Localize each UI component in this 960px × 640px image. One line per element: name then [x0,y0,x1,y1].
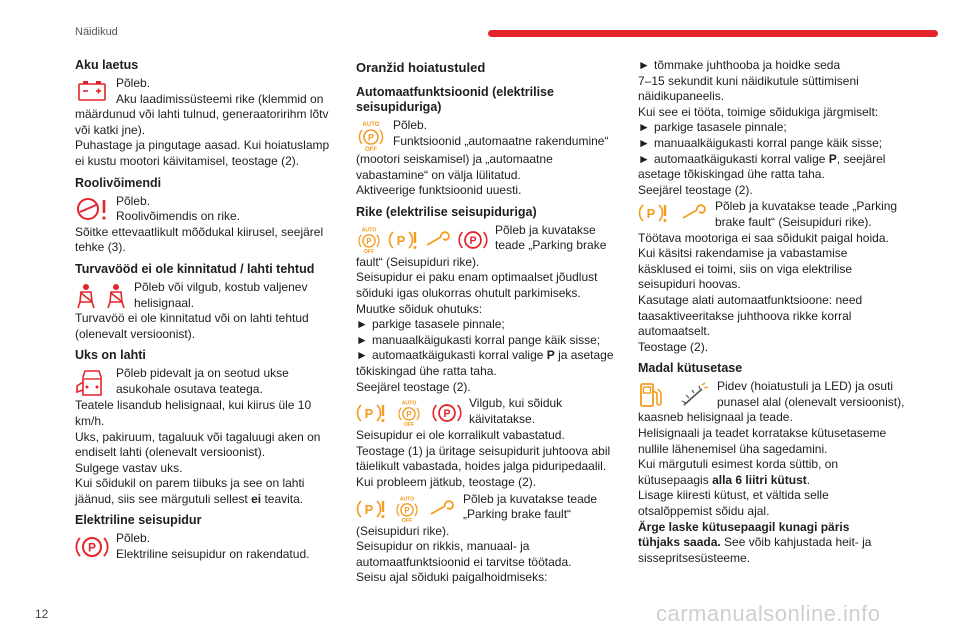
battery-title: Aku laetus [75,58,139,72]
cont-text-2: 7–15 sekundit kuni näidikutule süttimiseni [638,73,859,88]
fuel-text-8: Lisage kiiresti kütust, et vältida selle [638,488,829,503]
parking-brake-icon [75,533,109,561]
svg-text:OFF: OFF [365,147,377,152]
cont-m-text-5: Kasutage alati automaatfunktsioone: need [638,292,863,307]
door-text-3: Teatele lisandub helisignaal, kui kiirus üle 10 [75,398,312,413]
steering-text-1: Roolivõimendis on rike. [116,209,241,224]
fault-d-text-3: (Seisupiduri rike). [356,523,450,538]
fuel-section [638,361,906,566]
cont-m-text-6: taasaktiveeritakse juhthoova rikke korral [638,308,852,323]
column-right [638,58,906,572]
door-open-icon [75,368,109,398]
fault-section [356,205,624,586]
auto-off-icon [356,120,386,152]
fault-c-text-6: Kui probleem jätkub, teostage (2). [356,474,537,489]
svg-text:OFF: OFF [401,517,413,524]
auto-text-4: Aktiveerige funktsioonid uuesti. [356,183,522,198]
fault-c-text-4: Teostage (1) ja üritage seisupidurit juhtoova abil [356,443,611,458]
seatbelt-text-4: (olenevalt versioonist). [75,326,196,341]
cont-bullet-1: ► parkige tasasele pinnale; [638,120,787,135]
steering-text-3: tehke (3). [75,240,126,255]
cont-m-text-3: käsklused ei toimi, siis on viga elektrilise [638,261,853,276]
fuel-warning-1: Ärge laske kütusepaagil kunagi päris [638,519,850,534]
fuel-text-5: nullile lähenemisel üha sagedamini. [638,441,828,456]
page-header-title: Näidikud [75,26,118,38]
brake-fault-icon [638,201,668,225]
cont-m-text-2: Kui käsitsi rakendamise ja vabastamise [638,246,848,261]
auto-off-icon [396,398,422,428]
fuel-gauge-icon [678,381,710,409]
column-middle [356,58,624,592]
fault-c-text-3: Seisupidur ei ole korralikult vabastatud. [356,428,565,443]
svg-text:AUTO: AUTO [401,400,417,407]
svg-text:P: P [364,501,374,517]
fuel-pump-icon [638,381,664,409]
brake-fault-icon [356,401,386,425]
parking-brake-icon [432,400,462,426]
brake-fault-icon [356,497,386,521]
fault-title: Rike (elektrilise seisupiduriga) [356,204,537,219]
epb-state: Põleb. [116,531,151,546]
fuel-text-2: punasel alal (olenevalt versioonist), [717,394,905,409]
brake-fault-icon [388,228,418,252]
fuel-text-11: tühjaks saada. See võib kahjustada heit- ja [638,535,872,550]
fault-a-text-4: Seisupidur ei paku enam optimaalset jõudlust [356,270,598,285]
cont-m-text-7: automaatselt. [638,324,711,339]
fault-bullet-2: ► manuaalkäigukasti korral pange käik sisse; [356,332,601,347]
battery-section [75,58,340,170]
door-text-6: endiselt lahti (olenevalt versioonist). [75,445,266,460]
fuel-text-1: Pidev (hoiatustuli ja LED) ja osuti [717,379,894,394]
cont-m-text-4: seisupiduri hoovas. [638,277,741,292]
door-text-8: Kui sõidukil on parem tiibuks ja see on lahti [75,476,305,491]
fault-bullet-3: ► automaatkäigukasti korral valige P ja asetage [356,348,614,363]
cont-m-text-1: Töötava mootoriga ei saa sõidukit paigal hoida. [638,230,889,245]
battery-text-1: Aku laadimissüsteemi rike (klemmid on [116,91,324,106]
battery-text-5: ei kustu mootori käivitamisel, teostage (2). [75,153,300,168]
epb-title: Elektriline seisupidur [75,513,202,528]
seatbelt-icon [75,282,97,310]
cont-p-text-2: brake fault“ (Seisupiduri rike). [715,214,872,229]
battery-text-3: või katki jne). [75,122,146,137]
auto-off-icon [356,225,382,255]
steering-state: Põleb. [116,193,151,208]
wrench-icon [680,203,708,223]
door-title: Uks on lahti [75,348,146,363]
seatbelt-text-1: Põleb või vilgub, kostub valjenev [134,279,308,294]
fault-b-text-5: Seejärel teostage (2). [356,379,471,394]
steering-title: Roolivõimendi [75,175,162,190]
battery-state: Põleb. [116,76,151,90]
svg-text:P: P [406,410,412,420]
svg-text:P: P [366,236,372,246]
fault-d-text-5: automaatfunktsioonid ei tarvitse töötada. [356,554,572,569]
epb-section [75,513,340,562]
continued-section [638,58,906,355]
door-text-2: asukohale osutava teatega. [116,381,263,396]
fault-bullet-1: ► parkige tasasele pinnale; [356,317,505,332]
cont-p-text-1: Põleb ja kuvatakse teade „Parking [715,199,898,214]
door-emphasis: ei [251,491,262,506]
fuel-text-6: Kui märgutuli esimest korda süttib, on [638,457,839,472]
auto-state: Põleb. [393,118,428,132]
svg-text:OFF: OFF [363,248,375,255]
orange-warnings-title: Oranžid hoiatustuled [356,60,486,75]
steering-section [75,176,340,256]
auto-text-2: (mootori seiskamisel) ja „automaatne [356,152,553,166]
svg-text:P: P [364,406,374,422]
column-left [75,58,340,569]
wrench-icon [428,499,456,519]
svg-text:P: P [396,232,406,248]
cont-bullet-3: ► automaatkäigukasti korral valige P, seejärel [638,151,886,166]
svg-text:AUTO: AUTO [361,227,377,234]
seatbelt-text-3: Turvavöö ei ole kinnitatud või on lahti tehtud [75,311,309,326]
cont-text-4: Kui see ei tööta, toimige sõidukiga järgmiselt: [638,104,879,119]
auto-functions-title: Automaatfunktsioonid (elektrilise seisupiduriga) [356,85,554,114]
cont-m-text-8: Teostage (2). [638,339,709,354]
cont-bullet-2: ► manuaalkäigukasti korral pange käik sisse; [638,135,883,150]
fault-a-text-1: Põleb ja kuvatakse [495,222,596,237]
fault-a-text-6: Muutke sõiduk ohutuks: [356,301,483,316]
svg-text:P: P [367,132,375,143]
fault-c-text-1: Vilgub, kui sõiduk [469,396,563,411]
fault-c-text-2: käivitatakse. [469,411,536,426]
cont-text-5: asetage tõkiskingad ühe ratta taha. [638,167,825,182]
svg-text:P: P [87,540,97,555]
fuel-text-4: Helisignaali ja teadet korratakse kütusetaseme [638,426,887,441]
fault-d-text-6: Seisu ajal sõiduki paigalhoidmiseks: [356,570,548,585]
seatbelt-title: Turvavööd ei ole kinnitatud / lahti tehtud [75,261,315,276]
cont-bullet-0: ► tõmmake juhthooba ja hoidke seda [638,58,841,72]
steering-warning-icon [75,196,109,222]
fault-a-text-3: fault“ (Seisupiduri rike). [356,254,480,269]
svg-text:AUTO: AUTO [362,122,380,128]
door-text-7: Sulgege vastav uks. [75,460,183,475]
epb-text-1: Elektriline seisupidur on rakendatud. [116,547,310,562]
cont-text-6: Seejärel teostage (2). [638,182,753,197]
svg-text:P: P [443,408,451,421]
fault-b-text-4: tõkiskingad ühe ratta taha. [356,363,497,378]
fuel-text-3: kaasneb helisignaal ja teade. [638,410,793,425]
battery-icon [75,78,109,102]
fuel-text-9: otsalõppemist sõidu ajal. [638,504,770,519]
fault-a-text-2: teade „Parking brake [495,238,607,253]
battery-text-4: Puhastage ja pingutage aasad. Kui hoiatuslamp [75,138,330,153]
svg-text:P: P [404,505,410,515]
seatbelt-text-2: helisignaal. [134,295,195,310]
header-accent-bar [488,30,938,37]
fault-d-text-4: Seisupidur on rikkis, manuaal- ja [356,539,530,554]
fault-c-text-5: täielikult vabastada, hoides jalga piduripedaalil. [356,459,607,474]
svg-text:P: P [469,234,477,247]
svg-text:AUTO: AUTO [399,495,415,502]
wrench-icon [424,230,452,250]
watermark: carmanualsonline.info [656,601,881,626]
seatbelt-icon [105,282,127,310]
door-section [75,348,340,507]
svg-text:P: P [646,206,656,222]
door-text-5: Uks, pakiruum, tagaluuk või tagaluugi aken on [75,429,321,444]
auto-off-icon [394,494,420,524]
cont-text-3: näidikupaneelis. [638,89,725,104]
page-number: 12 [35,607,49,621]
parking-brake-icon [458,227,488,253]
auto-text-1: Funktsioonid „automaatne rakendumine“ [393,133,609,148]
steering-text-2: Sõitke ettevaatlikult mõõdukal kiirusel, seejärel [75,224,324,239]
fault-a-text-5: sõiduki igas olukorras ohutult parkimiseks. [356,285,581,300]
fuel-title: Madal kütusetase [638,361,743,376]
door-text-1: Põleb pidevalt ja on seotud ukse [116,366,289,381]
seatbelt-section [75,262,340,342]
auto-text-3: vabastamine“ on välja lülitatud. [356,167,521,182]
battery-text-2: määrdunud või lahti tulnud, generaatoririhm lõtv [75,107,329,122]
fault-d-text-2: „Parking brake fault“ [463,507,572,522]
door-text-4: km/h. [75,413,105,428]
auto-functions-section [356,85,624,199]
fault-d-text-1: Põleb ja kuvatakse teade [463,491,598,506]
fuel-text-12: sissepritsesüsteeme. [638,550,751,565]
fuel-text-7: kütusepaagis alla 6 liitri kütust. [638,472,811,487]
svg-text:OFF: OFF [403,422,415,429]
door-text-9: jäänud, siis see märgutuli sellest ei teavita. [75,491,304,506]
